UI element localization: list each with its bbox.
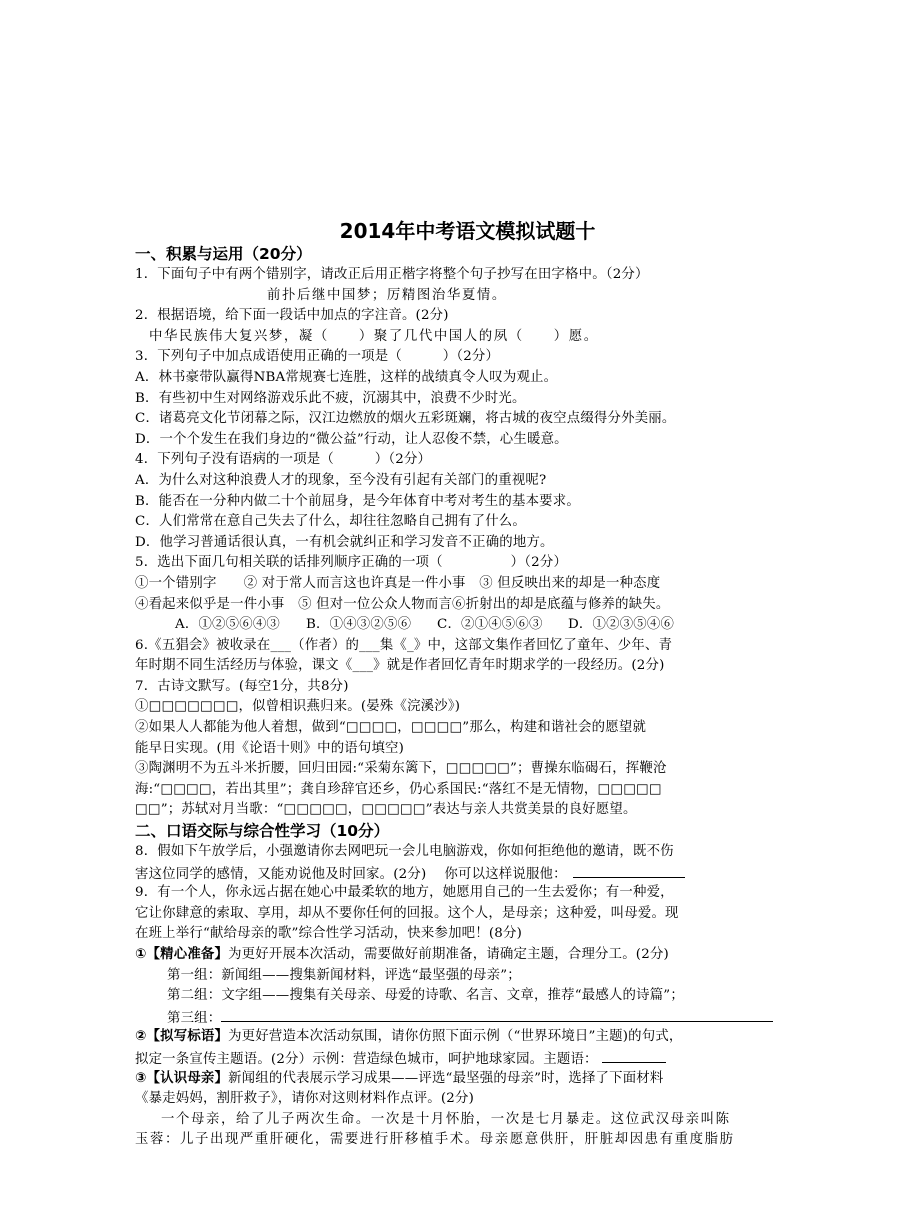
- question-8-answer-blank[interactable]: [573, 863, 685, 878]
- question-9-part-3: [135, 1069, 800, 1090]
- material-line-2: 玉蓉：儿子出现严重肝硬化，需要进行肝移植手术。母亲愿意供肝，肝脏却因患有重度脂肪: [135, 1132, 735, 1148]
- question-3-option-b: B．有些初中生对网络游戏乐此不疲，沉溺其中，浪费不少时光。: [135, 390, 526, 406]
- question-5-option-b: B．①④③②⑤⑥: [306, 617, 412, 633]
- question-3-option-a: A．林书豪带队赢得NBA常规赛七连胜，这样的战绩真令人叹为观止。: [135, 369, 558, 385]
- section-1-heading: 一、积累与运用（20分）: [135, 245, 312, 263]
- exam-page: [135, 218, 800, 1151]
- question-5-option-a: A．①②⑤⑥④③: [175, 617, 281, 633]
- question-5-options: [135, 615, 800, 636]
- question-6-line-1: 6.《五猖会》被收录在___（作者）的___集《_》中，这部文集作者回忆了童年、少年、青: [135, 637, 673, 653]
- part-2-text: 为更好营造本次活动氛围，请你仿照下面示例（“世界环境日”主题)的句式，: [228, 1029, 683, 1045]
- question-1-sentence: 前扑后继中国梦；厉精图治华夏情。: [267, 287, 507, 303]
- question-5-option-d: D．①②③⑤④⑥: [568, 617, 675, 633]
- part-3-tag: 【认识母亲】: [146, 1070, 229, 1086]
- question-5-sentences-line-1: ①一个错别字 ② 对于常人而言这也许真是一件小事 ③ 但反映出来的却是一种态度: [135, 575, 661, 591]
- question-9-line-3: 在班上举行“献给母亲的歌”综合性学习活动，快来参加吧！(8分): [135, 926, 523, 942]
- part-3-text: 新闻组的代表展示学习成果——评选“最坚强的母亲”时，选择了下面材料: [228, 1070, 664, 1086]
- question-9-line-2: 它让你肆意的索取、享用，却从不要你任何的回报。这个人，是母亲；这种爱，叫母爱。现: [135, 905, 679, 921]
- question-8-line-2: [135, 863, 800, 884]
- part-1-tag: 【精心准备】: [146, 947, 229, 962]
- question-6-line-2: 年时期不同生活经历与体验，课文《___》就是作者回忆青年时期求学的一段经历。(2分): [135, 658, 665, 674]
- part-1-text: 为更好开展本次活动，需要做好前期准备，请确定主题，合理分工。(2分): [228, 947, 669, 962]
- question-4-stem: 4．下列句子没有语病的一项是（ ）（2分）: [135, 452, 432, 468]
- question-2-stem: 2．根据语境，给下面一段话中加点的字注音。(2分): [135, 308, 449, 324]
- question-9-part-2: [135, 1027, 800, 1048]
- question-8-prompt: 害这位同学的感情，又能劝说他及时回家。(2分) 你可以这样说服他：: [135, 866, 567, 882]
- question-7-item-3-line-1: ③陶渊明不为五斗米折腰，回归田园:“采菊东篱下，□□□□□”；曹操东临碣石，挥鞭沧: [135, 761, 667, 777]
- question-8-line-1: 8．假如下午放学后，小强邀请你去网吧玩一会儿电脑游戏，你如何拒绝他的邀请，既不伤: [135, 844, 674, 860]
- question-2-sentence: 中华民族伟大复兴梦，凝（ ）聚了几代中国人的夙（ ）愿。: [149, 328, 599, 344]
- question-3-option-d: D．一个个发生在我们身边的“微公益”行动，让人忍俊不禁，心生暖意。: [135, 431, 568, 447]
- part-2-answer-blank[interactable]: [602, 1048, 666, 1063]
- question-7-item-2-line-2: 能早日实现。(用《论语十则》中的语句填空): [135, 740, 405, 756]
- part-1-group-3: [135, 1007, 800, 1028]
- question-4-option-d: D．他学习普通话很认真，一有机会就纠正和学习发音不正确的地方。: [135, 534, 554, 550]
- part-1-group-3-answer-blank[interactable]: [221, 1007, 773, 1022]
- question-7-item-3-line-3: □□”；苏轼对月当歌：“□□□□□，□□□□□”表达与亲人共赏美景的良好愿望。: [135, 802, 637, 818]
- question-7-item-2-line-1: ②如果人人都能为他人着想，做到“□□□□，□□□□”那么，构建和谐社会的愿望就: [135, 720, 647, 736]
- question-9-part-1: [135, 945, 800, 966]
- part-2-prompt: 拟定一条宣传主题语。(2分）示例：营造绿色城市，呵护地球家园。主题语：: [135, 1051, 598, 1067]
- part-1-group-2: 第二组：文字组——搜集有关母亲、母爱的诗歌、名言、文章，推荐“最感人的诗篇”；: [167, 988, 684, 1004]
- question-4-option-a: A．为什么对这种浪费人才的现象，至今没有引起有关部门的重视呢?: [135, 472, 547, 488]
- part-1-group-1: 第一组：新闻组——搜集新闻材料，评选“最坚强的母亲”；: [167, 967, 521, 983]
- question-9-line-1: 9．有一个人，你永远占据在她心中最柔软的地方，她愿用自己的一生去爱你；有一种爱，: [135, 885, 674, 901]
- question-7-item-1: ①□□□□□□□，似曾相识燕归来。(晏殊《浣溪沙》): [135, 699, 461, 715]
- material-line-1: 一个母亲，给了儿子两次生命。一次是十月怀胎，一次是七月暴走。这位武汉母亲叫陈: [161, 1111, 731, 1127]
- question-5-sentences-line-2: ④看起来似乎是一件小事 ⑤ 但对一位公众人物而言⑥折射出的却是底蕴与修养的缺失。: [135, 596, 670, 612]
- part-2-number: ②: [135, 1029, 147, 1045]
- question-3-option-c: C．诸葛亮文化节闭幕之际，汉江边燃放的烟火五彩斑斓，将古城的夜空点缀得分外美丽。: [135, 411, 676, 427]
- part-1-group-3-label: 第三组：: [167, 1010, 222, 1026]
- question-1-stem: 1．下面句子中有两个错别字，请改正后用正楷字将整个句子抄写在田字格中。（2分）: [135, 267, 649, 282]
- question-7-stem: 7．古诗文默写。(每空1分，共8分): [135, 678, 349, 694]
- part-2-tag: 【拟写标语】: [146, 1029, 229, 1045]
- question-7-item-3-line-2: 海:“□□□□，若出其里”；龚自珍辞官还乡，仍心系国民:“落红不是无情物，□□□□□: [135, 781, 662, 797]
- question-3-stem: 3．下列句子中加点成语使用正确的一项是（ ）（2分）: [135, 349, 500, 365]
- part-2-line-2: [135, 1048, 800, 1069]
- page-title: 2014年中考语文模拟试题十: [339, 219, 596, 243]
- part-3-line-2: 《暴走妈妈，割肝救子》，请你对这则材料作点评。(2分): [135, 1091, 475, 1107]
- question-5-stem: 5．选出下面几句相关联的话排列顺序正确的一项（ ）（2分）: [135, 555, 568, 571]
- section-2-heading: 二、口语交际与综合性学习（10分）: [135, 822, 390, 841]
- question-5-option-c: C．②①④⑤⑥③: [437, 617, 543, 633]
- part-3-number: ③: [135, 1070, 147, 1086]
- question-4-option-c: C．人们常常在意自己失去了什么，却往往忽略自己拥有了什么。: [135, 514, 526, 530]
- part-1-number: ①: [135, 947, 147, 962]
- question-4-option-b: B．能否在一分种内做二十个前屈身，是今年体育中考对考生的基本要求。: [135, 493, 580, 509]
